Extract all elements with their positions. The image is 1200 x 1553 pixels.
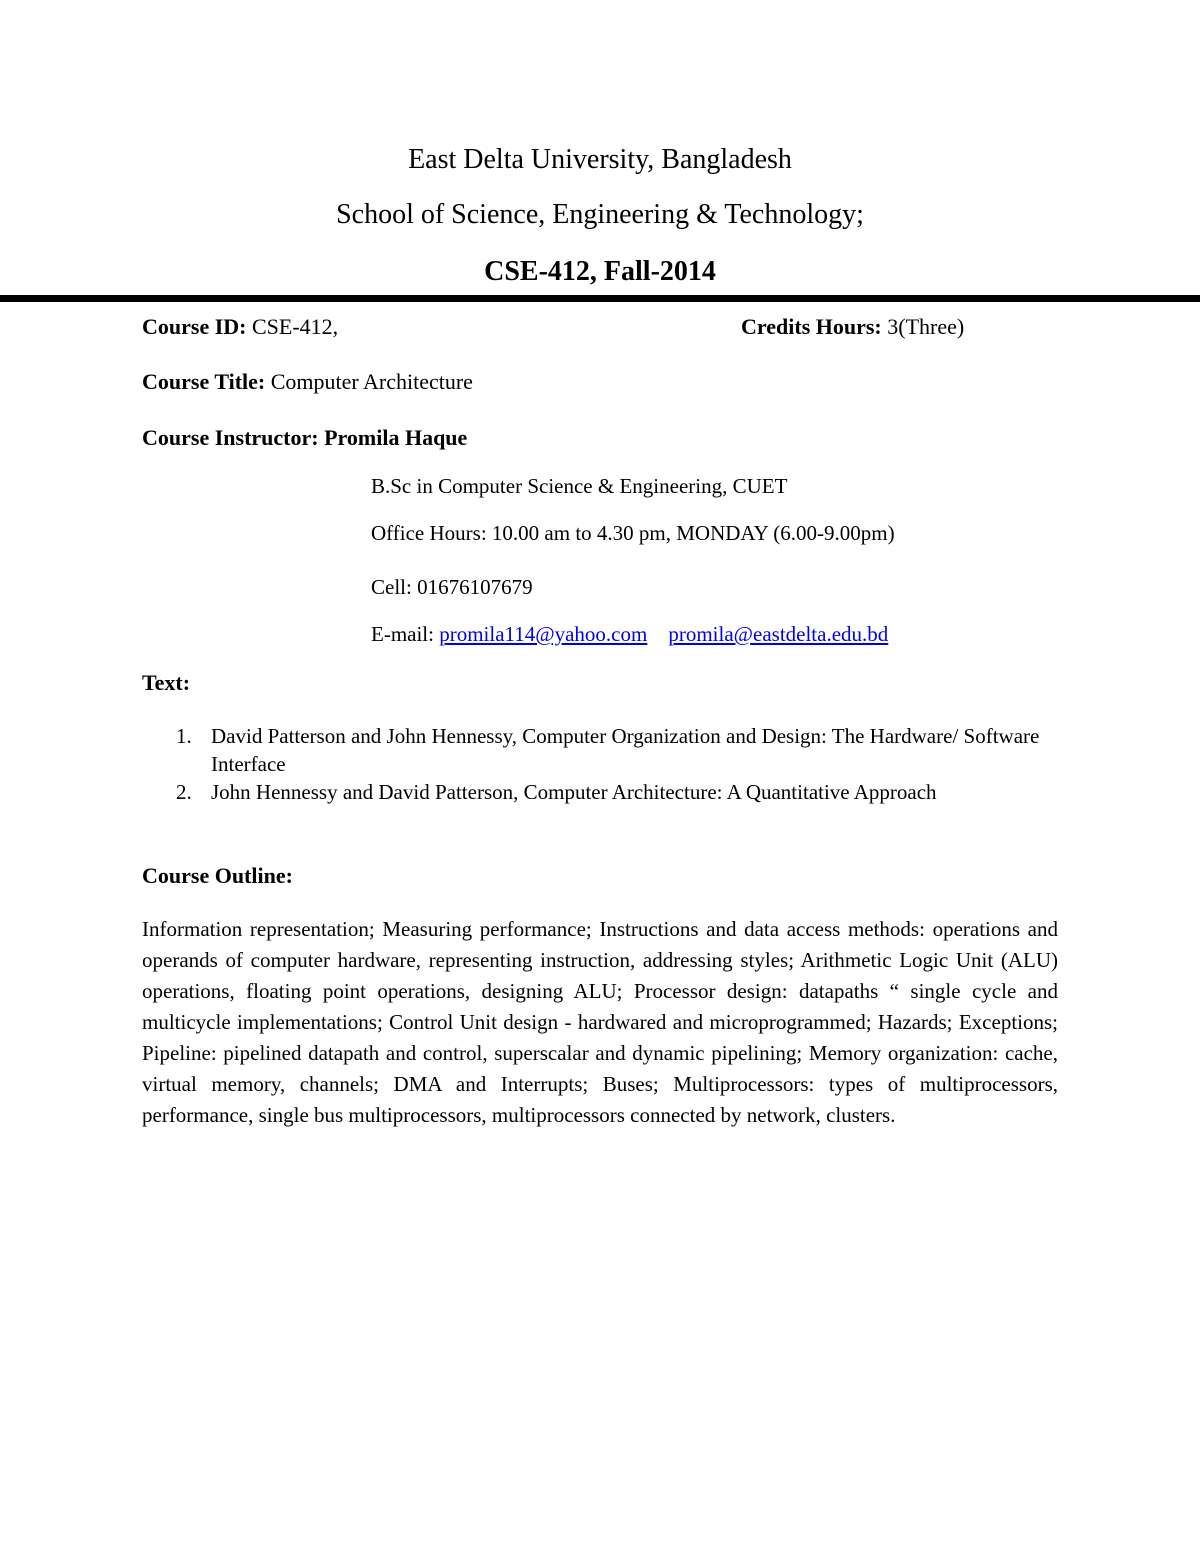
course-title-label: Course Title:	[142, 369, 266, 394]
instructor-degree: B.Sc in Computer Science & Engineering, CUET	[371, 474, 788, 498]
course-instructor-row	[142, 424, 467, 452]
course-title-row	[142, 368, 473, 396]
email-link-yahoo[interactable]: promila114@yahoo.com	[439, 622, 648, 646]
instructor-email-row	[371, 620, 888, 648]
credits-label: Credits Hours:	[741, 314, 882, 339]
text-section-heading: Text:	[142, 670, 191, 695]
reference-list	[142, 722, 1062, 806]
instructor-cell: Cell: 01676107679	[371, 575, 533, 599]
credits-row	[741, 313, 964, 341]
course-instructor-label: Course Instructor:	[142, 425, 319, 450]
course-id-row	[142, 313, 338, 341]
course-id-label: Course ID:	[142, 314, 247, 339]
university-name: East Delta University, Bangladesh	[408, 144, 792, 175]
credits-value: 3(Three)	[887, 314, 965, 339]
course-instructor-name: Promila Haque	[324, 425, 468, 450]
course-outline-heading: Course Outline:	[142, 863, 293, 888]
email-link-eastdelta[interactable]: promila@eastdelta.edu.bd	[668, 622, 889, 646]
list-item-number: 2.	[176, 780, 192, 804]
course-outline-body: Information representation; Measuring performance; Instructions and data access methods: operations and operands of computer hardware, representing instruction, addressing styles; Arithmetic Logic Unit (ALU) operations, floating point operations, designing ALU; Processor design: datapaths “ single cycle and multicycle implementations; Control Unit design - hardwared and microprogrammed; Hazards; Exceptions; Pipeline: pipelined datapath and control, superscalar and dynamic pipelining; Memory organization: cache, virtual memory, channels; DMA and Interrupts; Buses; Multiprocessors: types of multiprocessors, performance, single bus multiprocessors, multiprocessors connected by network, clusters.	[142, 917, 1058, 1127]
course-term-title: CSE-412, Fall-2014	[484, 256, 716, 287]
email-label: E-mail:	[371, 622, 434, 646]
list-item-number: 1.	[176, 724, 192, 748]
header-divider	[0, 295, 1200, 302]
list-item-text: David Patterson and John Hennessy, Computer Organization and Design: The Hardware/ Software Interface	[211, 724, 1040, 776]
instructor-office-hours: Office Hours: 10.00 am to 4.30 pm, MONDAY (6.00-9.00pm)	[371, 521, 895, 545]
list-item-text: John Hennessy and David Patterson, Computer Architecture: A Quantitative Approach	[211, 780, 937, 804]
course-id-value: CSE-412,	[252, 314, 339, 339]
list-item	[142, 778, 1062, 806]
course-title-value: Computer Architecture	[270, 369, 473, 394]
school-name: School of Science, Engineering & Technology;	[336, 199, 864, 230]
list-item	[142, 722, 1062, 778]
